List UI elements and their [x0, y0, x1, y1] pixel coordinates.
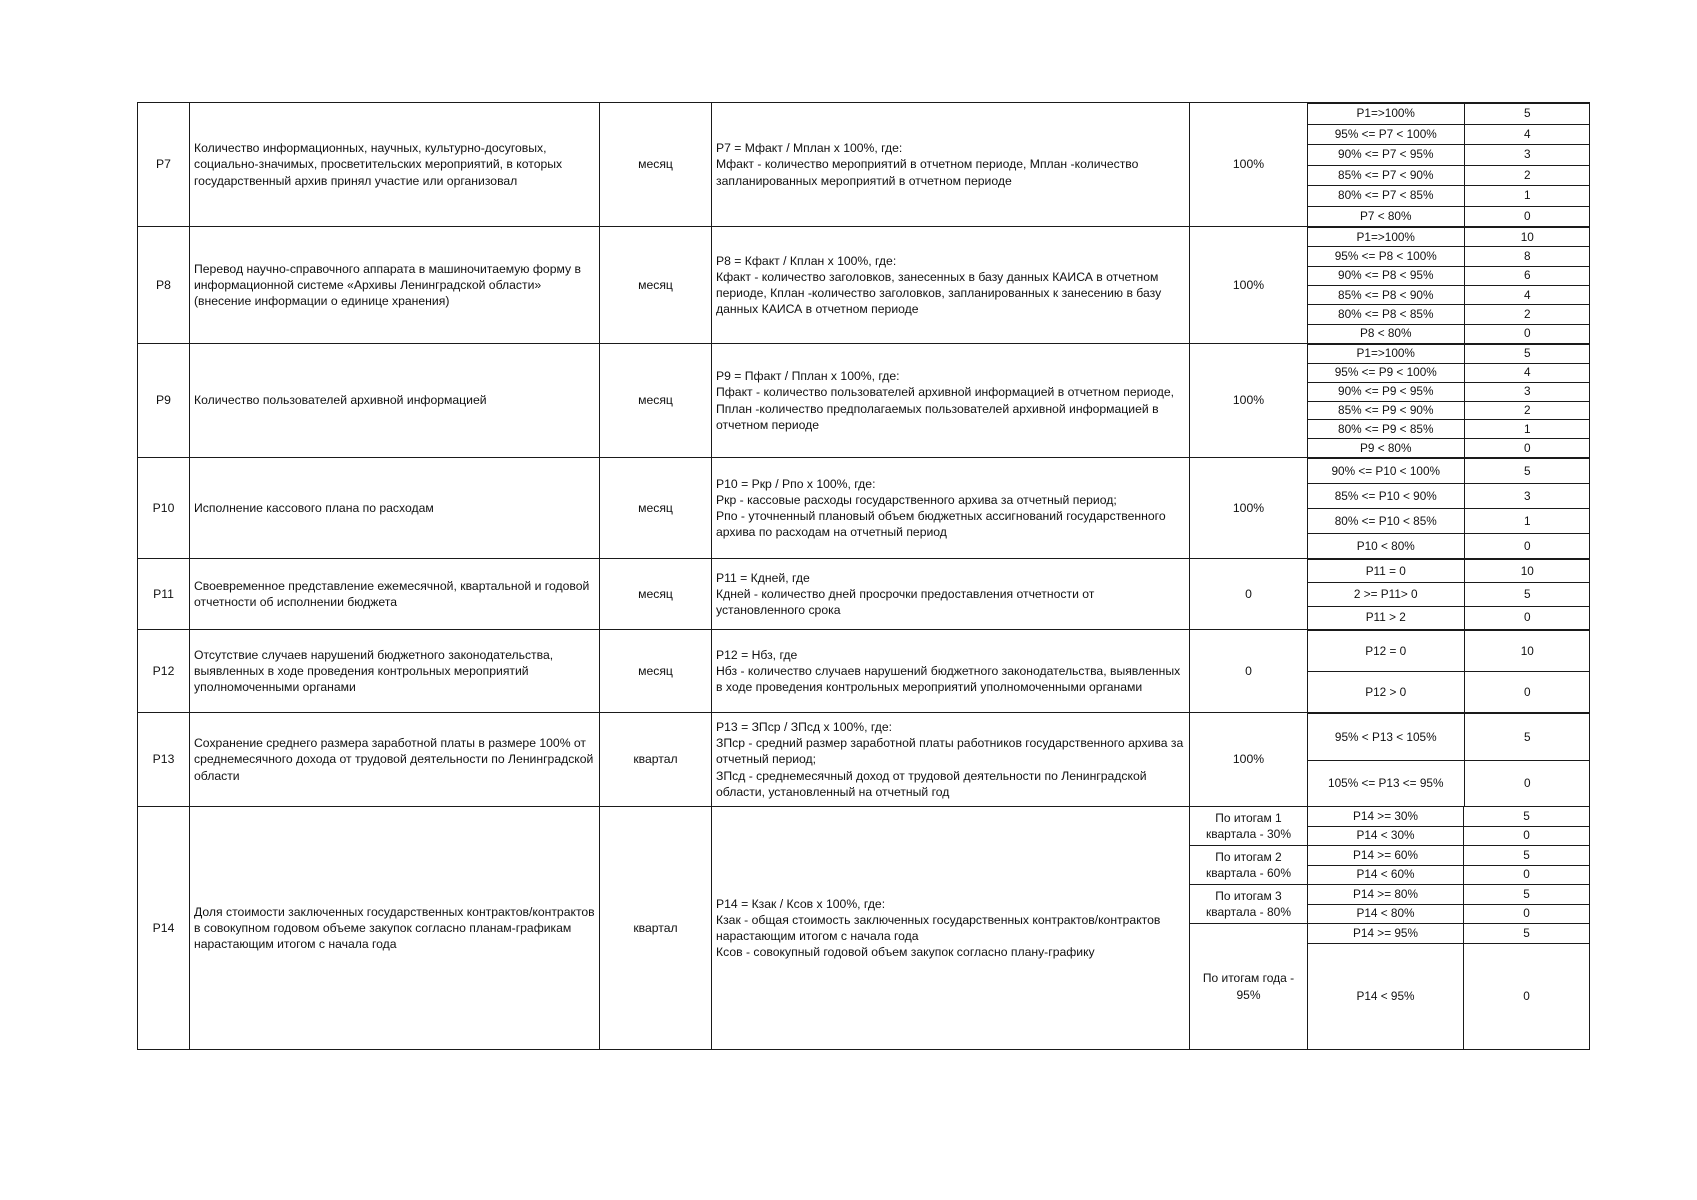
score-value: 10	[1464, 560, 1590, 583]
score-condition: Р10 < 80%	[1308, 534, 1464, 558]
score-condition: Р14 >= 95%	[1308, 924, 1464, 944]
score-row	[1308, 305, 1590, 324]
score-value: 5	[1464, 104, 1590, 125]
indicator-period: месяц	[600, 630, 712, 713]
indicator-plan-value: 100%	[1190, 227, 1308, 344]
score-condition: 90% <= Р9 < 95%	[1308, 382, 1464, 401]
score-scale-table	[1308, 103, 1590, 226]
score-row	[1308, 509, 1590, 534]
score-scale	[1308, 713, 1590, 807]
formula-line: Нбз - количество случаев нарушений бюджетного законодательства, выявленных в ходе проведения контрольных мероприятий уполномоченными органами	[716, 663, 1181, 695]
quarter-target: По итогам года - 95%	[1190, 924, 1308, 1050]
score-row	[1308, 247, 1590, 266]
score-condition: 80% <= Р9 < 85%	[1308, 420, 1464, 439]
score-row	[1308, 401, 1590, 420]
table-row	[138, 630, 1590, 713]
indicator-formula	[712, 344, 1190, 458]
score-condition: 90% <= Р8 < 95%	[1308, 266, 1464, 285]
indicator-plan-value: 100%	[1190, 458, 1308, 559]
score-condition: Р14 < 60%	[1308, 866, 1464, 885]
formula-line: ЗПсд - среднемесячный доход от трудовой деятельности по Ленинградской области, установленный на отчетный год	[716, 768, 1147, 799]
score-condition: Р8 < 80%	[1308, 324, 1464, 343]
score-row	[1308, 228, 1590, 247]
formula-line: Р11 = Кдней, где	[716, 570, 810, 585]
indicator-plan-value: 100%	[1190, 713, 1308, 807]
indicator-formula	[712, 227, 1190, 344]
score-value: 5	[1464, 583, 1590, 606]
score-condition: Р1=>100%	[1308, 345, 1464, 364]
score-row	[1308, 145, 1590, 166]
score-row	[1308, 484, 1590, 509]
score-condition: Р14 < 95%	[1308, 944, 1464, 1050]
score-value: 0	[1464, 866, 1590, 885]
indicator-code: Р8	[138, 227, 190, 344]
formula-line: Р9 = Пфакт / Пплан х 100%, где:	[716, 369, 900, 384]
score-condition: Р11 > 2	[1308, 606, 1464, 629]
indicator-plan-value: 0	[1190, 559, 1308, 630]
score-condition: Р14 < 80%	[1308, 905, 1464, 924]
quarter-target: По итогам 1 квартала - 30%	[1190, 807, 1308, 846]
score-condition: Р7 < 80%	[1308, 206, 1464, 226]
score-value: 2	[1464, 305, 1590, 324]
score-value: 3	[1464, 382, 1590, 401]
score-value: 0	[1464, 606, 1590, 629]
score-row	[1308, 714, 1590, 761]
indicator-code: Р12	[138, 630, 190, 713]
score-value: 0	[1464, 534, 1590, 558]
formula-line: Мфакт - количество мероприятий в отчетном периоде, Мплан -количество запланированных мероприятий в отчетном периоде	[716, 157, 1139, 188]
score-scale-table	[1308, 630, 1590, 712]
score-row	[1308, 420, 1590, 439]
score-scale	[1308, 559, 1590, 630]
score-condition: 2 >= Р11> 0	[1308, 583, 1464, 606]
score-value: 3	[1464, 484, 1590, 509]
score-value: 1	[1464, 420, 1590, 439]
indicator-name: Исполнение кассового плана по расходам	[190, 458, 600, 559]
indicator-period: месяц	[600, 559, 712, 630]
formula-line: ЗПср - средний размер заработной платы работников государственного архива за отчетный период;	[716, 736, 1184, 767]
score-condition: Р9 < 80%	[1308, 439, 1464, 457]
score-condition: 95% < Р13 < 105%	[1308, 714, 1464, 761]
indicator-plan-value: 100%	[1190, 344, 1308, 458]
score-condition: 85% <= Р7 < 90%	[1308, 165, 1464, 186]
score-value: 1	[1464, 509, 1590, 534]
indicators-table	[137, 102, 1590, 1050]
score-row	[1308, 286, 1590, 305]
formula-line: Кфакт - количество заголовков, занесенных в базу данных КАИСА в отчетном периоде, Кплан -количество заголовков, запланированных к занесению в базу данных КАИСА в отчетном периоде	[716, 269, 1162, 317]
formula-line: Р7 = Мфакт / Мплан х 100%, где:	[716, 141, 903, 156]
indicator-formula	[712, 630, 1190, 713]
score-row	[1308, 165, 1590, 186]
score-value: 0	[1464, 944, 1590, 1050]
score-value: 10	[1464, 228, 1590, 247]
indicator-formula	[712, 713, 1190, 807]
score-value: 5	[1464, 807, 1590, 827]
formula-line: Р14 = Кзак / Ксов х 100%, где:	[716, 896, 886, 911]
indicator-code: Р9	[138, 344, 190, 458]
score-value: 0	[1464, 439, 1590, 457]
formula-line: Кзак - общая стоимость заключенных государственных контрактов/контрактов нарастающим итогом с начала года	[716, 912, 1161, 943]
score-condition: 80% <= Р10 < 85%	[1308, 509, 1464, 534]
indicator-plan-value: 0	[1190, 630, 1308, 713]
formula-line: Р10 = Ркр / Рпо х 100%, где:	[716, 476, 876, 491]
score-value: 2	[1464, 401, 1590, 420]
score-condition: Р14 >= 60%	[1308, 846, 1464, 866]
score-value: 4	[1464, 124, 1590, 145]
score-condition: 95% <= Р7 < 100%	[1308, 124, 1464, 145]
indicator-formula	[712, 458, 1190, 559]
score-row	[1308, 761, 1590, 806]
indicator-formula	[712, 103, 1190, 227]
indicator-period: квартал	[600, 807, 712, 1050]
score-condition: Р12 > 0	[1308, 672, 1464, 712]
indicator-name: Количество информационных, научных, культурно-досуговых, социально-значимых, просветительских мероприятий, в которых государственный архив принял участие или организовал	[190, 103, 600, 227]
score-scale-table	[1308, 344, 1590, 457]
table-row	[138, 344, 1590, 458]
score-row	[1308, 382, 1590, 401]
score-condition: 95% <= Р8 < 100%	[1308, 247, 1464, 266]
formula-line: Р12 = Нбз, где	[716, 647, 798, 662]
score-row	[1308, 186, 1590, 207]
score-row	[1308, 363, 1590, 382]
indicator-code: Р7	[138, 103, 190, 227]
score-value: 5	[1464, 345, 1590, 364]
indicator-period: месяц	[600, 227, 712, 344]
score-value: 3	[1464, 145, 1590, 166]
indicator-formula	[712, 807, 1190, 1050]
score-scale-table	[1308, 458, 1590, 558]
score-row	[1308, 206, 1590, 226]
score-condition: Р1=>100%	[1308, 228, 1464, 247]
formula-line: Кдней - количество дней просрочки предоставления отчетности от установленного срока	[716, 586, 1095, 618]
table-row	[138, 103, 1590, 227]
score-value: 5	[1464, 924, 1590, 944]
score-value: 0	[1464, 761, 1590, 806]
score-scale	[1308, 103, 1590, 227]
score-row	[1308, 104, 1590, 125]
score-condition: Р14 >= 80%	[1308, 885, 1464, 905]
score-condition: 105% <= Р13 <= 95%	[1308, 761, 1464, 806]
score-condition: 85% <= Р10 < 90%	[1308, 484, 1464, 509]
score-scale	[1308, 458, 1590, 559]
indicator-code: Р13	[138, 713, 190, 807]
score-row	[1308, 459, 1590, 484]
indicator-period: месяц	[600, 458, 712, 559]
quarter-target: По итогам 2 квартала - 60%	[1190, 846, 1308, 885]
score-condition: Р11 = 0	[1308, 560, 1464, 583]
table-row	[138, 227, 1590, 344]
score-scale-table	[1308, 227, 1590, 343]
score-value: 6	[1464, 266, 1590, 285]
indicator-period: месяц	[600, 103, 712, 227]
score-value: 0	[1464, 827, 1590, 846]
indicator-name: Количество пользователей архивной информацией	[190, 344, 600, 458]
score-condition: Р14 < 30%	[1308, 827, 1464, 846]
formula-line: Р8 = Кфакт / Кплан х 100%, где:	[716, 253, 897, 268]
score-value: 0	[1464, 206, 1590, 226]
score-value: 5	[1464, 714, 1590, 761]
score-value: 0	[1464, 672, 1590, 712]
score-scale	[1308, 344, 1590, 458]
score-row	[1308, 672, 1590, 712]
score-scale-table	[1308, 559, 1590, 629]
indicator-name: Сохранение среднего размера заработной платы в размере 100% от среднемесячного дохода от трудовой деятельности по Ленинградской области	[190, 713, 600, 807]
indicator-name: Доля стоимости заключенных государственных контрактов/контрактов в совокупном годовом объеме закупок согласно планам-графикам нарастающим итогом с начала года	[190, 807, 600, 1050]
indicator-code: Р10	[138, 458, 190, 559]
formula-line: Р13 = ЗПср / ЗПсд х 100%, где:	[716, 720, 893, 735]
table-row	[138, 458, 1590, 559]
score-scale	[1308, 630, 1590, 713]
score-row	[1308, 324, 1590, 343]
score-row	[1308, 266, 1590, 285]
score-row	[1308, 124, 1590, 145]
score-condition: 95% <= Р9 < 100%	[1308, 363, 1464, 382]
score-condition: 80% <= Р7 < 85%	[1308, 186, 1464, 207]
table-row	[138, 713, 1590, 807]
score-condition: Р12 = 0	[1308, 631, 1464, 672]
table-row	[138, 559, 1590, 630]
score-value: 0	[1464, 324, 1590, 343]
score-condition: 80% <= Р8 < 85%	[1308, 305, 1464, 324]
formula-line: Ксов - совокупный годовой объем закупок согласно плану-графику	[716, 945, 1095, 960]
score-value: 4	[1464, 363, 1590, 382]
score-row	[1308, 583, 1590, 606]
score-row	[1308, 606, 1590, 629]
indicator-plan-value: 100%	[1190, 103, 1308, 227]
score-scale-table	[1308, 713, 1590, 806]
formula-line: Рпо - уточненный плановый объем бюджетных ассигнований государственного архива по расходам на отчетный период	[716, 509, 1166, 540]
indicator-code: Р11	[138, 559, 190, 630]
formula-line: Ркр - кассовые расходы государственного архива за отчетный период;	[716, 492, 1117, 507]
quarter-target: По итогам 3 квартала - 80%	[1190, 885, 1308, 924]
score-scale	[1308, 227, 1590, 344]
score-value: 4	[1464, 286, 1590, 305]
score-value: 2	[1464, 165, 1590, 186]
indicator-name: Своевременное представление ежемесячной, квартальной и годовой отчетности об исполнении бюджета	[190, 559, 600, 630]
formula-line: Пфакт - количество пользователей архивной информацией в отчетном периоде, Пплан -количество предполагаемых пользователей архивной информацией в отчетном периоде	[716, 385, 1175, 432]
indicator-period: квартал	[600, 713, 712, 807]
score-condition: Р14 >= 30%	[1308, 807, 1464, 827]
score-condition: 90% <= Р7 < 95%	[1308, 145, 1464, 166]
score-value: 5	[1464, 459, 1590, 484]
score-value: 10	[1464, 631, 1590, 672]
indicator-formula	[712, 559, 1190, 630]
score-condition: 85% <= Р8 < 90%	[1308, 286, 1464, 305]
score-value: 1	[1464, 186, 1590, 207]
table-row	[138, 807, 1590, 827]
score-condition: 90% <= Р10 < 100%	[1308, 459, 1464, 484]
score-row	[1308, 439, 1590, 457]
indicator-period: месяц	[600, 344, 712, 458]
score-value: 5	[1464, 846, 1590, 866]
score-condition: 85% <= Р9 < 90%	[1308, 401, 1464, 420]
score-row	[1308, 631, 1590, 672]
indicator-name: Перевод научно-справочного аппарата в машиночитаемую форму в информационной системе «Архивы Ленинградской области» (внесение информации о единице хранения)	[190, 227, 600, 344]
score-row	[1308, 534, 1590, 558]
score-condition: Р1=>100%	[1308, 104, 1464, 125]
indicator-name: Отсутствие случаев нарушений бюджетного законодательства, выявленных в ходе проведения контрольных мероприятий уполномоченными органами	[190, 630, 600, 713]
score-row	[1308, 560, 1590, 583]
score-value: 0	[1464, 905, 1590, 924]
indicator-code: Р14	[138, 807, 190, 1050]
score-value: 5	[1464, 885, 1590, 905]
score-value: 8	[1464, 247, 1590, 266]
score-row	[1308, 345, 1590, 364]
